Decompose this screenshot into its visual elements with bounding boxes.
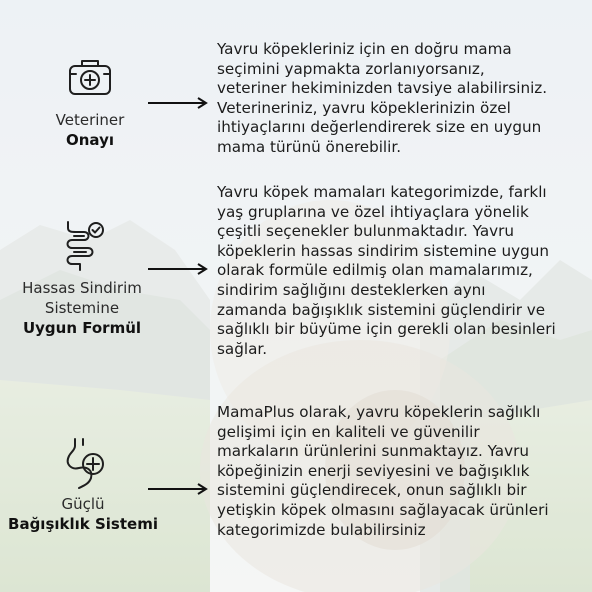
feature-strong-immunity bbox=[8, 436, 158, 534]
feature-label: Hassas Sindirim bbox=[22, 279, 142, 297]
digestive-system-icon bbox=[12, 218, 152, 278]
arrow-right-icon bbox=[146, 262, 210, 276]
feature-veterinary-approval bbox=[34, 54, 146, 150]
feature-label: Veteriner bbox=[55, 111, 125, 129]
feature-label: Sistemine bbox=[44, 299, 120, 317]
feature-description: MamaPlus olarak, yavru köpeklerin sağlıklı gelişimi için en kaliteli ve güvenilir markaların ürünlerini sunmaktayız. Yavru köpeğinizin enerji seviyesini ve bağışıklık sistemini güçlendirecek, onun sağlıklı bir yetişkin köpek olmasını sağlayacak ürünleri kategorimizde bulabilirsiniz bbox=[217, 403, 549, 539]
feature-label-bold: Bağışıklık Sistemi bbox=[8, 515, 158, 533]
feature-sensitive-digestion bbox=[12, 218, 152, 338]
immune-system-icon bbox=[8, 436, 158, 494]
feature-description: Yavru köpekleriniz için en doğru mama seçimini yapmakta zorlanıyorsanız, veteriner hekiminizden tavsiye alabilirsiniz. Veterineriniz, yavru köpeklerinizin özel ihtiyaçlarını değerlendirerek size en uygun mama türünü önerebilir. bbox=[217, 40, 548, 156]
feature-label: Güçlü bbox=[61, 495, 105, 513]
arrow-right-icon bbox=[146, 482, 210, 496]
arrow-right-icon bbox=[146, 96, 210, 110]
feature-label-bold: Onayı bbox=[65, 131, 114, 149]
feature-label-bold: Uygun Formül bbox=[22, 319, 142, 337]
medical-kit-icon bbox=[34, 54, 146, 104]
feature-description: Yavru köpek mamaları kategorimizde, farklı yaş gruplarına ve özel ihtiyaçlara yönelik çeşitli seçenekler bulunmaktadır. Yavru köpeklerin hassas sindirim sistemine uygun olarak formüle edilmiş olan mamalarımız, sindirim sağlığını desteklerken aynı zamanda bağışıklık sistemini güçlendirir ve sağlıklı bir büyüme için gerekli olan besinleri sağlar. bbox=[217, 183, 556, 358]
